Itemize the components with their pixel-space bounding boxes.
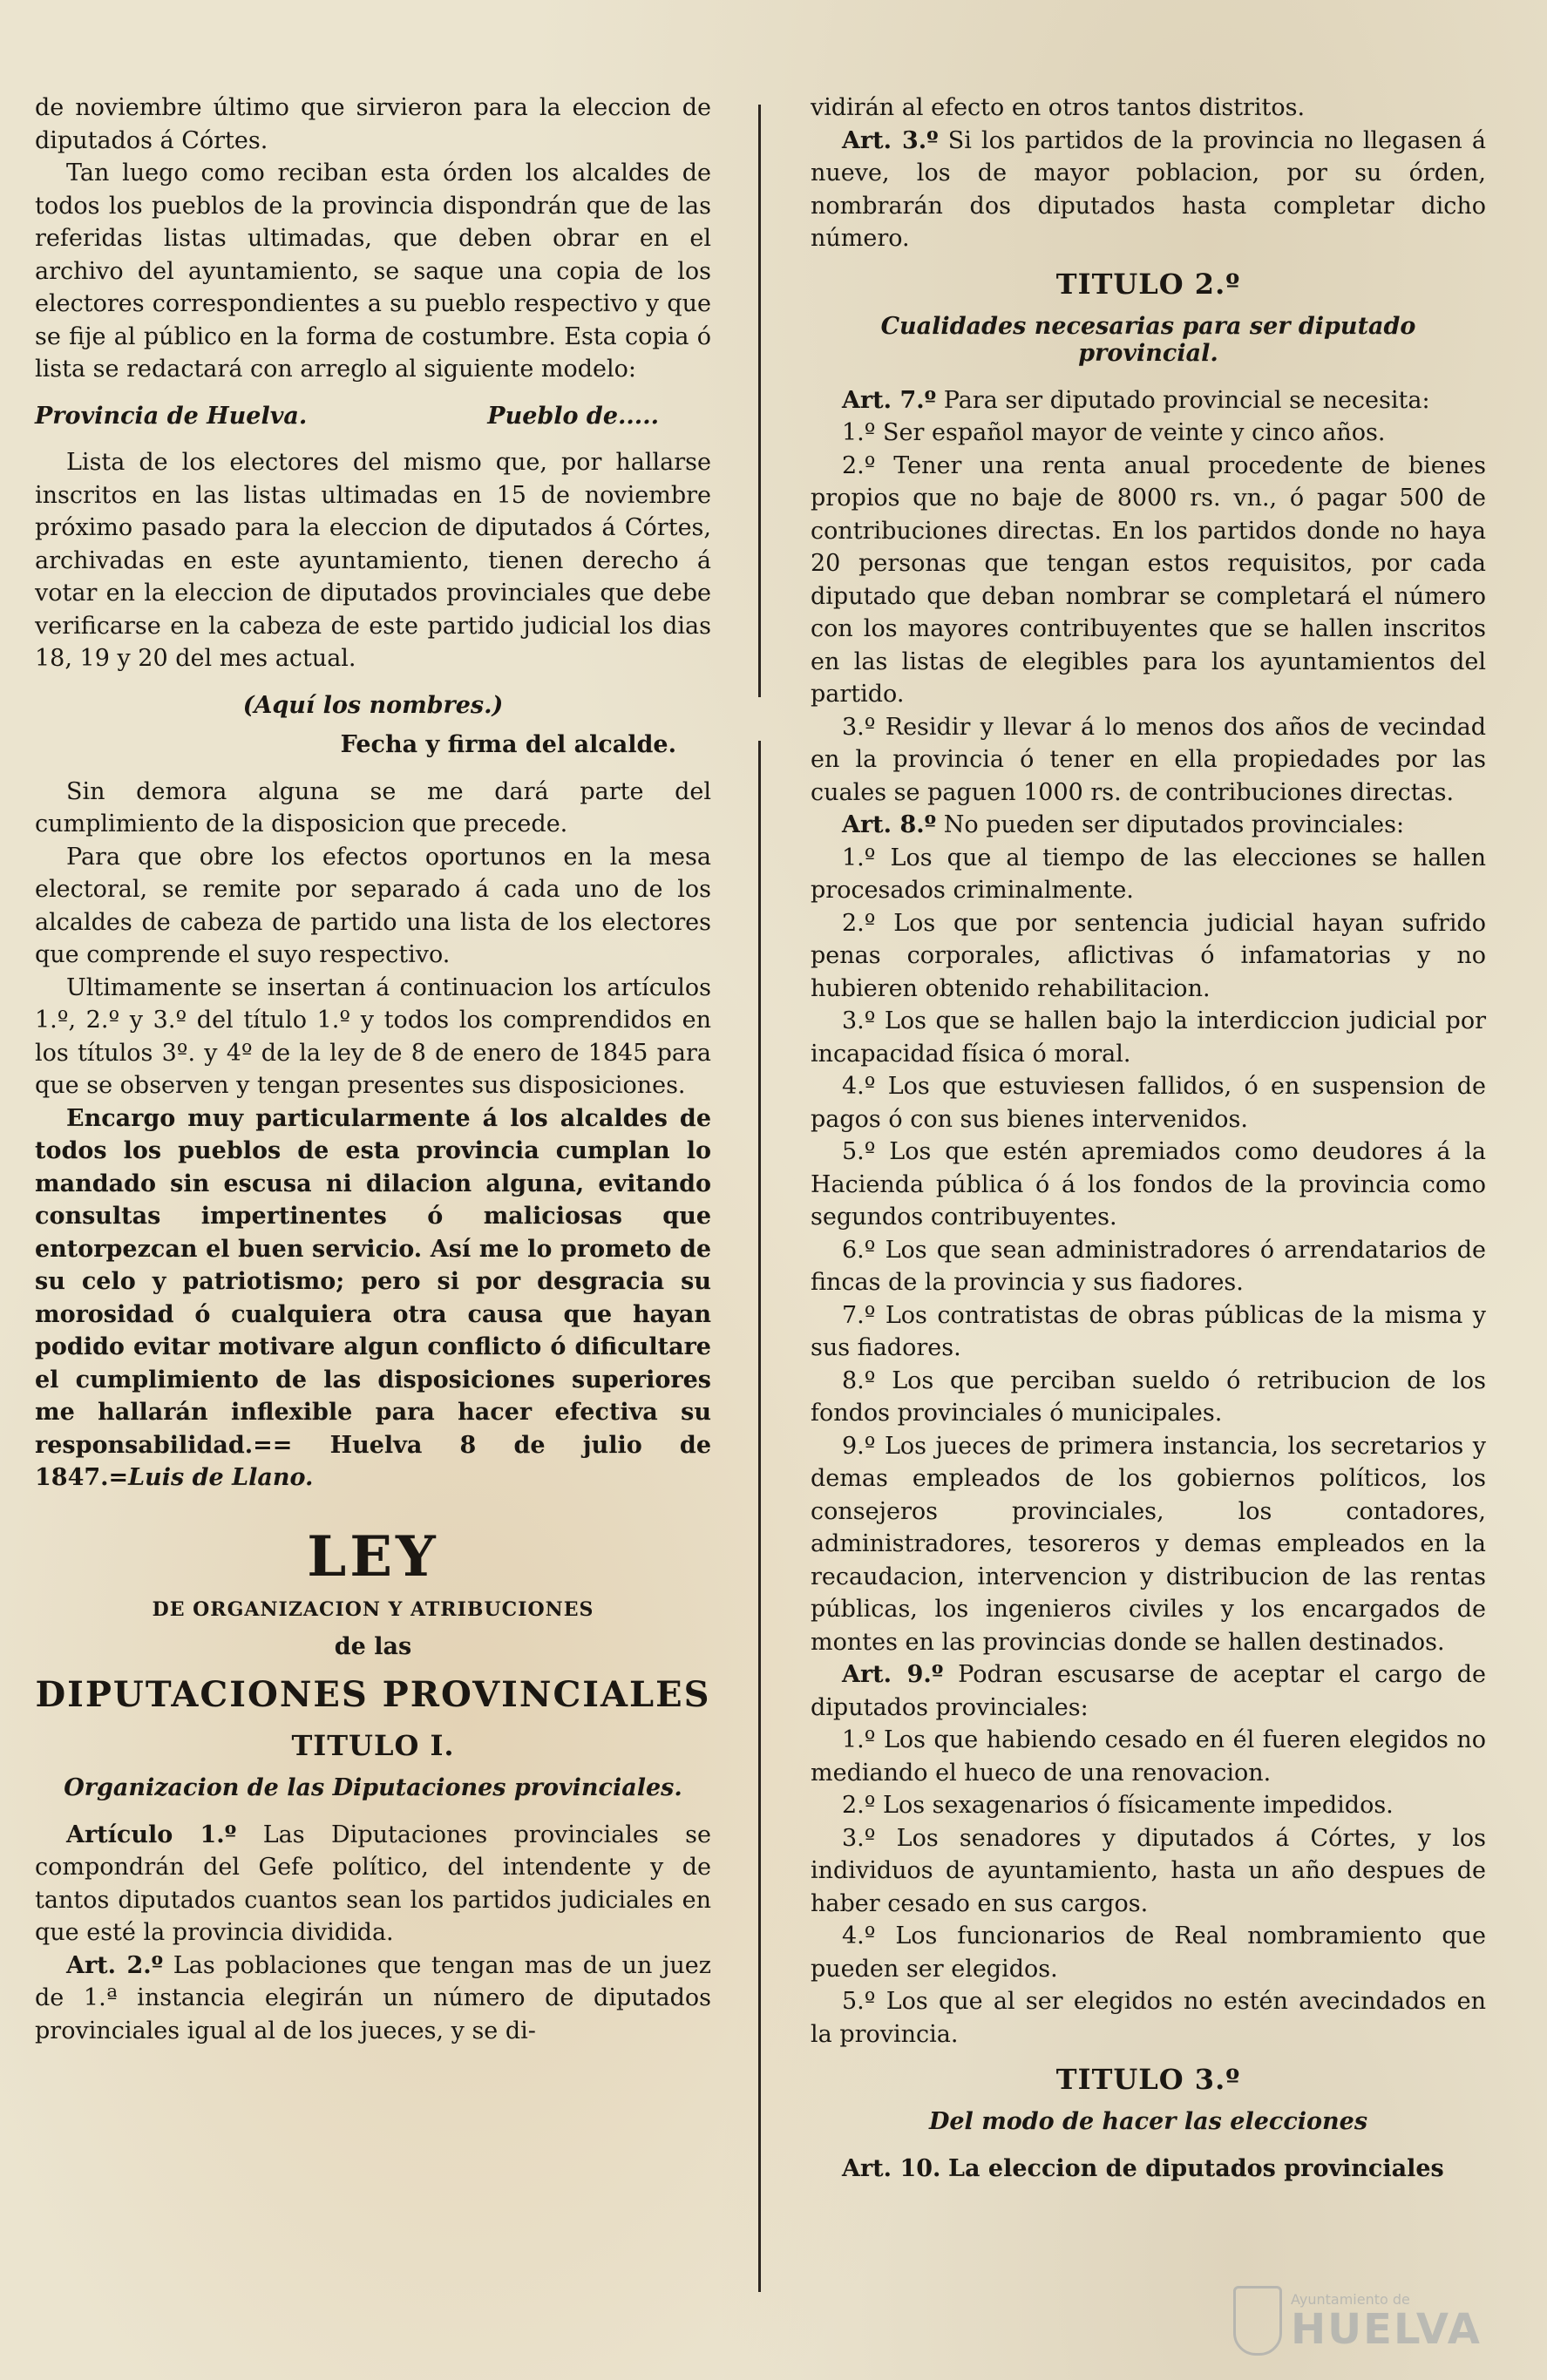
article [35,1819,711,1949]
article [811,384,1486,417]
coat-of-arms-icon [1233,2286,1282,2356]
list-item: 3.º Residir y llevar á lo menos dos años de vecindad en la provincia ó tener en ella propiedades por las cuales se paguen 1000 rs. de contribuciones directas. [811,713,1486,806]
list-item: 1.º Los que al tiempo de las elecciones se hallen procesados criminalmente. [811,844,1486,904]
article-text: No pueden ser diputados provinciales: [943,811,1405,838]
paragraph [35,1102,711,1495]
article-text: Podran escusarse de aceptar el cargo de diputados provinciales: [811,1661,1486,1721]
list-item: 1.º Ser español mayor de veinte y cinco años. [842,419,1386,446]
law-subtitle: DE ORGANIZACION Y ATRIBUCIONES [152,1597,594,1621]
title-subheading: Cualidades necesarias para ser diputado provincial. [880,312,1416,367]
archive-watermark [1233,2277,1512,2364]
article-label: Art. 10. [842,2155,941,2182]
article-text: Para ser diputado provincial se necesita: [943,386,1430,414]
list-item: 3.º Los que se hallen bajo la interdiccion judicial por incapacidad física ó moral. [811,1007,1486,1068]
title-heading: TITULO 3.º [1055,2063,1241,2096]
paragraph: Tan luego como reciban esta órden los alcaldes de todos los pueblos de la provincia dispondrán que de las referidas listas ultimadas, que deben obrar en el archivo del ayuntamiento, se saque una copia de los electores correspondientes a su pueblo respectivo y que se fije al público en la forma de costumbre. Esta copia ó lista se redactará con arreglo al siguiente modelo: [35,159,711,383]
list-item: 3.º Los senadores y diputados á Córtes, y los individuos de ayuntamiento, hasta un año despues de haber cesado en sus cargos. [811,1824,1486,1917]
list-item: 5.º Los que al ser elegidos no estén avecindados en la provincia. [811,1988,1486,2048]
list-item: 6.º Los que sean administradores ó arrendatarios de fincas de la provincia y sus fiadores. [811,1236,1486,1296]
list-item: 2.º Los que por sentencia judicial hayan sufrido penas corporales, aflictivas ó infamatorias y no hubieren obtenido rehabilitacion. [811,909,1486,1002]
list-item: 7.º Los contratistas de obras públicas de la misma y sus fiadores. [811,1301,1486,1361]
article-label: Art. 3.º [842,126,939,154]
article-label: Art. 7.º [842,386,937,414]
title-subheading: Organizacion de las Diputaciones provinciales. [64,1773,682,1801]
paragraph: de noviembre último que sirvieron para la eleccion de diputados á Córtes. [35,94,711,154]
list-item: 1.º Los que habiendo cesado en él fueren elegidos no mediando el hueco de una renovacion. [811,1726,1486,1787]
left-column [35,92,711,2047]
model-town: Pueblo de..... [487,402,659,430]
article-text: Las poblaciones que tengan mas de un juez de 1.ª instancia elegirán un número de diputados provinciales igual al de los jueces, y se di- [35,1951,711,2044]
model-province: Provincia de Huelva. [35,402,308,430]
list-item: 9.º Los jueces de primera instancia, los secretarios y demas empleados de los gobiernos políticos, los consejeros provinciales, los contadores, administradores, tesoreros y demas empleados en la recaudacion, intervencion y distribucion de las rentas públicas, los ingenieros civiles y los encargados de montes en las provincias donde se hallen destinados. [811,1432,1486,1656]
article-label: Art. 8.º [842,811,937,838]
article [35,1949,711,2048]
watermark-line2: HUELVA [1291,2304,1482,2354]
paragraph: Para que obre los efectos oportunos en la mesa electoral, se remite por separado á cada uno de los alcaldes de cabeza de partido una lista de los electores que comprende el suyo respectivo. [35,843,711,968]
list-item: 4.º Los funcionarios de Real nombramiento que pueden ser elegidos. [811,1922,1486,1983]
article [811,809,1486,842]
list-item: 5.º Los que estén apremiados como deudores á la Hacienda pública ó á los fondos de la provincia como segundos contribuyentes. [811,1138,1486,1231]
paragraph-text: Encargo muy particularmente á los alcaldes de todos los pueblos de esta provincia cumplan lo mandado sin escusa ni dilacion alguna, evitando consultas impertinentes ó maliciosas que entorpezcan el buen servicio. Así me lo prometo de su celo y patriotismo; pero si por desgracia su morosidad ó cualquiera otra causa que hayan podido evitar motivare algun conflicto ó dificultare el cumplimiento de las disposiciones superiores me hallarán inflexible para hacer efectiva su responsabilidad.== Huelva 8 de julio de 1847.= [35,1104,711,1491]
article [811,2153,1486,2186]
column-divider-bottom [758,741,761,2292]
article-text: Si los partidos de la provincia no llegasen á nueve, los de mayor poblacion, por su órden, nombrarán dos diputados hasta completar dicho número. [811,126,1486,252]
right-column [811,92,1486,2186]
paragraph: Sin demora alguna se me dará parte del cumplimiento de la disposicion que precede. [35,777,711,837]
article-text: Las Diputaciones provinciales se compondrán del Gefe político, del intendente y de tantos diputados cuantos sean los partidos judiciales en que esté la provincia dividida. [35,1821,711,1946]
title-heading: TITULO 2.º [1055,267,1241,301]
watermark-line1: Ayuntamiento de [1291,2290,1410,2308]
list-item: 8.º Los que perciban sueldo ó retribucion de los fondos provinciales ó municipales. [811,1366,1486,1427]
paragraph: vidirán al efecto en otros tantos distritos. [811,94,1306,121]
article [811,125,1486,255]
article-label: Art. 9.º [842,1661,944,1688]
list-item: 2.º Los sexagenarios ó físicamente impedidos. [842,1792,1394,1819]
article [811,1658,1486,1724]
title-heading: TITULO I. [291,1728,455,1762]
article-label: Art. 2.º [66,1951,164,1979]
law-subtitle-main: DIPUTACIONES PROVINCIALES [35,1673,711,1715]
list-item: 4.º Los que estuviesen fallidos, ó en suspension de pagos ó con sus bienes intervenidos. [811,1073,1486,1133]
paragraph: Lista de los electores del mismo que, por hallarse inscritos en las listas ultimadas en 15 de noviembre próximo pasado para la eleccion de diputados á Córtes, archivadas en este ayuntamiento, tienen derecho á votar en la eleccion de diputados provinciales que debe verificarse en la cabeza de este partido judicial los dias 18, 19 y 20 del mes actual. [35,449,711,672]
model-header [35,400,711,433]
signature-line: Fecha y firma del alcalde. [340,731,676,758]
paragraph: Ultimamente se insertan á continuacion los artículos 1.º, 2.º y 3.º del título 1.º y todos los comprendidos en los títulos 3º. y 4º de la ley de 8 de enero de 1845 para que se observen y tengan presentes sus disposiciones. [35,973,711,1099]
signatory: Luis de Llano. [128,1464,314,1491]
law-subtitle-connector: de las [334,1632,412,1660]
column-divider-top [758,105,761,697]
names-placeholder: (Aquí los nombres.) [242,691,504,719]
article-text: La eleccion de diputados provinciales [948,2155,1444,2182]
article-label: Artículo 1.º [66,1821,237,1848]
law-title: LEY [307,1523,439,1590]
title-subheading: Del modo de hacer las elecciones [928,2108,1368,2135]
list-item: 2.º Tener una renta anual procedente de bienes propios que no baje de 8000 rs. vn., ó pagar 500 de contribuciones directas. En los partidos donde no haya 20 personas que tengan estos requisitos, por cada diputado que deban nombrar se completará el número con los mayores contribuyentes que se hallen inscritos en las listas de elegibles para los ayuntamientos del partido. [811,451,1486,708]
